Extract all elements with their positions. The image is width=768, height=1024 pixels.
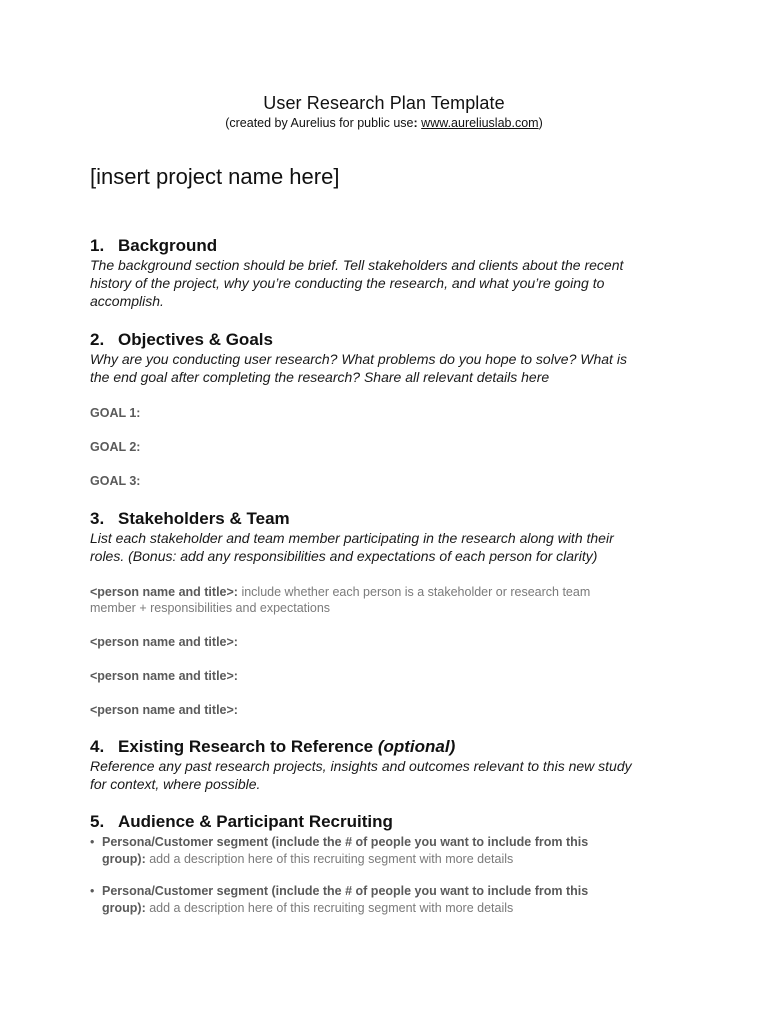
bullet-icon: • (90, 884, 95, 898)
section-description (90, 529, 690, 565)
desc-line: accomplish. (90, 293, 164, 309)
section-audience-recruiting (90, 812, 690, 832)
desc-line: The background section should be brief. Tell stakeholders and clients about the recent (90, 257, 624, 273)
section-heading (90, 236, 690, 256)
subtitle-suffix: ) (538, 116, 543, 130)
goal-2-field[interactable]: GOAL 2: (90, 440, 141, 454)
segment-description: add a description here of this recruiting segment with more details (145, 852, 514, 866)
section-title: Existing Research to Reference (118, 737, 378, 756)
segment-label: group): (102, 901, 146, 915)
person-label: <person name and title>: (90, 635, 238, 649)
section-existing-research (90, 737, 690, 793)
section-stakeholders-team (90, 509, 690, 565)
section-number: 2. (90, 330, 105, 349)
desc-line: List each stakeholder and team member participating in the research along with their (90, 530, 614, 546)
section-title: Background (118, 236, 218, 255)
section-title: Audience & Participant Recruiting (118, 812, 393, 831)
project-name-placeholder[interactable]: [insert project name here] (90, 164, 340, 189)
desc-line: Reference any past research projects, insights and outcomes relevant to this new study (90, 758, 632, 774)
section-heading (90, 509, 690, 529)
segment-description: add a description here of this recruiting segment with more details (145, 901, 514, 915)
goal-3-field[interactable]: GOAL 3: (90, 474, 141, 488)
bullet-icon: • (90, 835, 95, 849)
section-heading (90, 330, 690, 350)
section-background (90, 236, 690, 310)
section-description (90, 350, 690, 386)
section-optional-tag: (optional) (377, 737, 456, 756)
person-label: <person name and title>: (90, 703, 238, 717)
section-description (90, 256, 690, 310)
document-subtitle (0, 116, 768, 130)
person-entry[interactable] (90, 702, 690, 718)
desc-line: roles. (Bonus: add any responsibilities and expectations of each person for clarity) (90, 548, 598, 564)
segment-label: Persona/Customer segment (include the # of people you want to include from this (102, 884, 589, 898)
document-title: User Research Plan Template (263, 93, 505, 113)
section-heading (90, 812, 690, 832)
segment-label: group): (102, 852, 146, 866)
desc-line: for context, where possible. (90, 776, 261, 792)
section-title: Objectives & Goals (118, 330, 273, 349)
desc-line: history of the project, why you’re conducting the research, and what you’re going to (90, 275, 605, 291)
section-heading (90, 737, 690, 757)
person-entry[interactable] (90, 634, 690, 650)
person-description: include whether each person is a stakeholder or research team (237, 585, 591, 599)
section-number: 1. (90, 236, 105, 255)
goal-1-field[interactable]: GOAL 1: (90, 406, 141, 420)
person-entry[interactable] (90, 584, 690, 616)
segment-label: Persona/Customer segment (include the # of people you want to include from this (102, 835, 589, 849)
section-number: 3. (90, 509, 105, 528)
aurelius-link[interactable]: www.aureliuslab.com (421, 116, 539, 130)
section-objectives-goals (90, 330, 690, 386)
person-entry[interactable] (90, 668, 690, 684)
subtitle-prefix: (created by Aurelius for public use (225, 116, 414, 130)
recruiting-segment-item[interactable] (90, 834, 650, 868)
desc-line: Why are you conducting user research? What problems do you hope to solve? What is (90, 351, 627, 367)
subtitle-colon: : (413, 116, 418, 130)
person-description: member + responsibilities and expectations (90, 601, 331, 615)
section-description (90, 757, 690, 793)
recruiting-segment-item[interactable] (90, 883, 650, 917)
section-number: 5. (90, 812, 105, 831)
section-title: Stakeholders & Team (118, 509, 290, 528)
section-number: 4. (90, 737, 105, 756)
person-label: <person name and title>: (90, 585, 238, 599)
desc-line: the end goal after completing the research? Share all relevant details here (90, 369, 550, 385)
person-label: <person name and title>: (90, 669, 238, 683)
